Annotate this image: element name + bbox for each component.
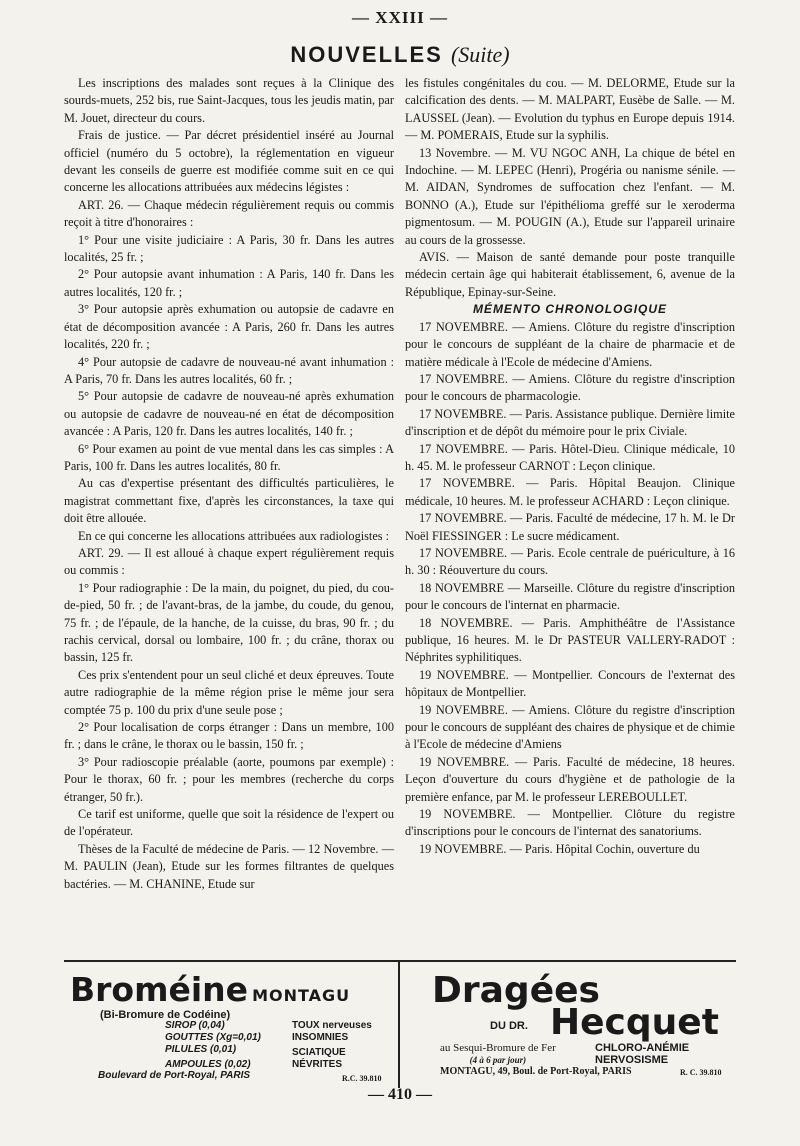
- paragraph: 17 NOVEMBRE. — Paris. Hôtel-Dieu. Clinique médicale, 10 h. 45. M. le professeur CARNOT : Leçon clinique.: [405, 441, 735, 473]
- paragraph: Ces prix s'entendent pour un seul cliché et deux épreuves. Toute autre radiographie de la même région prise le même jour sera comptée 75 p. 100 du prix d'une seule pose ;: [64, 667, 394, 717]
- paragraph: Au cas d'expertise présentant des difficultés particulières, le magistrat commettant fixe, d'après les circonstances, la taxe qui doit être allouée.: [64, 476, 394, 526]
- ad1-indication: SCIATIQUE: [292, 1047, 346, 1058]
- paragraph: AVIS. — Maison de santé demande pour poste tranquille médecin certain âge qui habiterait établissement, 6, avenue de la République, Epinay-sur-Seine.: [405, 250, 735, 299]
- paragraph: 3° Pour autopsie après exhumation ou autopsie de cadavre en état de décomposition avancée : A Paris, 260 fr. Dans les autres localités, 220 fr. ;: [64, 302, 394, 352]
- title-main: NOUVELLES: [290, 42, 443, 67]
- paragraph: 17 NOVEMBRE. — Paris. Ecole centrale de puériculture, à 16 h. 30 : Réouverture du cours.: [405, 545, 735, 578]
- ad2-indications: [595, 1042, 689, 1066]
- paragraph: 17 NOVEMBRE. — Paris. Assistance publique. Dernière limite d'inscription et de dépôt du mémoire pour le prix Civiale.: [405, 406, 735, 439]
- paragraph: 19 NOVEMBRE. — Montpellier. Concours de l'externat des hôpitaux de Montpellier.: [405, 667, 735, 700]
- paragraph: 1° Pour une visite judiciaire : A Paris, 30 fr. Dans les autres localités, 25 fr. ;: [64, 232, 394, 265]
- ad2-rc: R. C. 39.810: [680, 1068, 722, 1077]
- page-number: — 410 —: [368, 1086, 432, 1103]
- ad2-brand1: Dragées: [432, 970, 600, 1011]
- paragraph: 6° Pour examen au point de vue mental dans les cas simples : A Paris, 100 fr. Dans les autres localités, 80 fr.: [64, 441, 394, 473]
- ad2-composition: [440, 1042, 556, 1066]
- ad1-maker: MONTAGU: [252, 986, 351, 1005]
- ad1-address: Boulevard de Port-Royal, PARIS: [98, 1070, 251, 1081]
- paragraph: 19 NOVEMBRE. — Paris. Hôpital Cochin, ouverture du: [419, 841, 700, 856]
- paragraph: Thèses de la Faculté de médecine de Paris. — 12 Novembre. — M. PAULIN (Jean), Etude sur les formes filtrantes de quelques bactéries. — M. CHANINE, Etude sur: [64, 841, 394, 891]
- paragraph: 3° Pour radioscopie préalable (aorte, poumons par exemple) : Pour le thorax, 60 fr. ; pour les membres (recherche du corps étranger, 50 fr.).: [64, 754, 394, 804]
- hecquet-advert: [410, 970, 740, 1090]
- ad1-rc: R.C. 39.810: [342, 1074, 382, 1083]
- paragraph: 5° Pour autopsie de cadavre de nouveau-né après exhumation ou autopsie de cadavre de nouveau-né en état de décomposition avancée : A Paris, 120 fr. Dans les autres localités, 140 fr. ;: [64, 389, 394, 439]
- ad2-indication: CHLORO-ANÉMIE: [595, 1042, 690, 1054]
- paragraph: Frais de justice. — Par décret présidentiel inséré au Journal officiel (numéro du 5 octobre), la réglementation en vigueur devant les conseils de guerre est modifiée comme suit en ce qui concerne les allocations attribuées aux médecins légistes :: [64, 128, 394, 195]
- ad1-indications: [292, 1020, 372, 1071]
- ad1-subtitle: (Bi-Bromure de Codéine): [100, 1009, 231, 1021]
- ad1-form-item: GOUTTES (Xg=0,01): [165, 1032, 261, 1043]
- paragraph: 1° Pour radiographie : De la main, du poignet, du pied, du cou-de-pied, 50 fr. ; de l'avant-bras, de la jambe, du coude, du genou, 75 fr. ; de l'épaule, de la hanche, de la cuisse, du bras, 90 fr. ; du rachis cervical, dorsal ou lombaire, 100 fr. ; du crâne, thorax ou bassin, 125 fr.: [64, 580, 394, 665]
- page-roman-number: — XXIII —: [352, 8, 448, 27]
- ad2-address: MONTAGU, 49, Boul. de Port-Royal, PARIS: [440, 1066, 632, 1077]
- memento-heading: MÉMENTO CHRONOLOGIQUE: [472, 302, 668, 317]
- paragraph: 17 NOVEMBRE. — Amiens. Clôture du registre d'inscription pour le concours de suppléant de la chaire de pharmacie et de matière médicale à l'Ecole de médecine d'Amiens.: [405, 319, 735, 369]
- paragraph: En ce qui concerne les allocations attribuées aux radiologistes :: [78, 528, 390, 543]
- ad1-indication: INSOMNIES: [292, 1032, 349, 1043]
- paragraph: 2° Pour localisation de corps étranger : Dans un membre, 100 fr. ; dans le crâne, le thorax ou le bassin, 150 fr. ;: [64, 720, 394, 752]
- paragraph: ART. 29. — Il est alloué à chaque expert régulièrement requis ou commis :: [64, 545, 394, 578]
- ad2-indication: NERVOSISME: [595, 1054, 669, 1066]
- paragraph: 4° Pour autopsie de cadavre de nouveau-né avant inhumation : A Paris, 70 fr. Dans les autres localités, 60 fr. ;: [64, 354, 394, 386]
- ad1-indication: TOUX nerveuses: [292, 1020, 372, 1031]
- paragraph: les fistules congénitales du cou. — M. DELORME, Etude sur la calcification des dents. — M. MALPART, Eusèbe de Salle. — M. LAUSSEL (Jean). — Evolution du typhus en Europe depuis 1914. — M. POMERAIS, Etude sur la syphilis.: [405, 76, 735, 143]
- ad2-du-dr: DU DR.: [490, 1020, 528, 1032]
- ad2-brand2: Hecquet: [550, 1002, 719, 1043]
- paragraph: 13 Novembre. — M. VU NGOC ANH, La chique de bétel en Indochine. — M. LEPEC (Henri), Progéria ou nanisme sénile. — M. AIDAN, Syndromes de suffocation chez l'enfant. — M. BONNO (A.), Etude sur l'épithélioma greffé sur le xeroderma pigmentosum. — M. POUGIN (A.), Etude sur l'appareil urinaire au cours de la grossesse.: [405, 145, 735, 247]
- ad1-indication: NÉVRITES: [292, 1059, 343, 1070]
- paragraph: 19 NOVEMBRE. — Amiens. Clôture du registre d'inscription pour le concours de suppléant des chaires de physique et de chimie à l'Ecole de médecine d'Amiens: [405, 702, 735, 752]
- page-title: [0, 42, 800, 68]
- ad1-form-item: PILULES (0,01): [165, 1044, 237, 1055]
- paragraph: Les inscriptions des malades sont reçues à la Clinique des sourds-muets, 252 bis, rue Saint-Jacques, tous les jeudis matin, par M. Jouet, directeur du cours.: [64, 76, 394, 125]
- ad2-composition-text: au Sesqui-Bromure de Fer: [440, 1042, 556, 1054]
- paragraph: Ce tarif est uniforme, quelle que soit la résidence de l'expert ou de l'opérateur.: [64, 807, 394, 839]
- title-suite: (Suite): [450, 42, 510, 67]
- paragraph: ART. 26. — Chaque médecin régulièrement requis ou commis reçoit à titre d'honoraires :: [64, 197, 394, 230]
- paragraph: 19 NOVEMBRE. — Paris. Faculté de médecine, 18 heures. Leçon d'ouverture du cours d'hygiène et de pathologie de la première enfance, par M. le professeur LEREBOULLET.: [405, 754, 735, 804]
- ad1-form-item: AMPOULES (0,02): [165, 1059, 251, 1070]
- paragraph: 17 NOVEMBRE. — Amiens. Clôture du registre d'inscription pour le concours de pharmacologie.: [405, 371, 735, 404]
- left-column: [64, 75, 394, 893]
- ad2-dose: (4 à 6 par jour): [469, 1055, 527, 1065]
- paragraph: 18 NOVEMBRE. — Paris. Amphithéâtre de l'Assistance publique, 16 heures. M. le Dr PASTEUR VALLERY-RADOT : Néphrites syphilitiques.: [405, 615, 735, 665]
- paragraph: 17 NOVEMBRE. — Paris. Faculté de médecine, 17 h. M. le Dr Noël FIESSINGER : Le sucre médicament.: [405, 511, 735, 543]
- paragraph: 2° Pour autopsie avant inhumation : A Paris, 140 fr. Dans les autres localités, 120 fr. ;: [64, 267, 394, 299]
- paragraph: 19 NOVEMBRE. — Montpellier. Clôture du registre d'inscriptions pour le concours de l'internat des sanatoriums.: [405, 807, 735, 839]
- ad1-form-item: SIROP (0,04): [165, 1020, 225, 1031]
- right-column: [405, 75, 735, 858]
- bromeine-advert: [70, 970, 395, 1090]
- paragraph: 18 NOVEMBRE — Marseille. Clôture du registre d'inscription pour le concours de l'internat en pharmacie.: [405, 580, 735, 613]
- paragraph: 17 NOVEMBRE. — Paris. Hôpital Beaujon. Clinique médicale, 10 heures. M. le professeur ACHARD : Leçon clinique.: [405, 476, 735, 508]
- ad1-brand: Broméine: [70, 970, 249, 1009]
- ad1-forms: [165, 1020, 261, 1071]
- advert-divider: [398, 960, 400, 1088]
